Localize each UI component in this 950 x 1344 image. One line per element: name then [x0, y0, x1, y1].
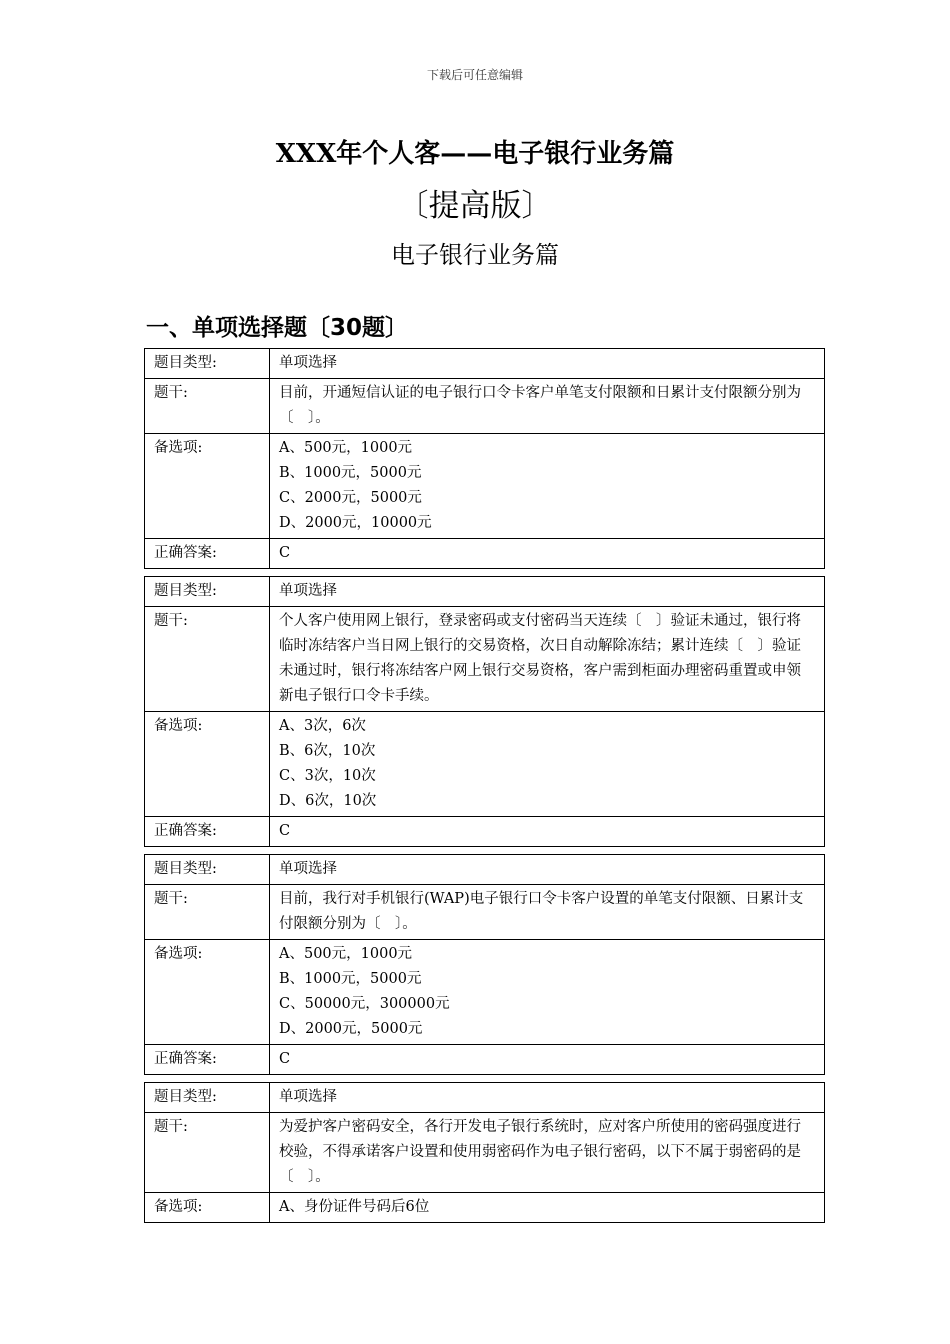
options-label: 备选项: [145, 712, 270, 817]
stem-row [145, 607, 825, 712]
type-value: 单项选择 [270, 855, 825, 885]
options-label: 备选项: [145, 1193, 270, 1223]
answer-row [145, 817, 825, 847]
document-subtitle-2: 电子银行业务篇 [391, 241, 559, 269]
type-value: 单项选择 [270, 1083, 825, 1113]
document-subtitle: 〔提高版〕 [397, 188, 553, 224]
stem-value: 为爱护客户密码安全，各行开发电子银行系统时，应对客户所使用的密码强度进行校验，不得承诺客户设置和使用弱密码作为电子银行密码，以下不属于弱密码的是〔 〕。 [270, 1113, 825, 1193]
question-table-2 [144, 576, 825, 847]
options-value [270, 712, 825, 817]
answer-row [145, 539, 825, 569]
option-c: C、2000元，5000元 [279, 490, 422, 506]
stem-value: 目前，开通短信认证的电子银行口令卡客户单笔支付限额和日累计支付限额分别为〔 〕。 [270, 379, 825, 434]
option-a: A、3次，6次 [279, 718, 366, 734]
section-heading: 一、单项选择题〔30题〕 [146, 315, 409, 341]
option-a: A、身份证件号码后6位 [279, 1199, 430, 1215]
type-row [145, 1083, 825, 1113]
type-label: 题目类型: [145, 577, 270, 607]
stem-value: 目前，我行对手机银行(WAP)电子银行口令卡客户设置的单笔支付限额、日累计支付限额分别为〔 〕。 [270, 885, 825, 940]
options-value [270, 1193, 825, 1223]
type-value: 单项选择 [270, 577, 825, 607]
stem-label: 题干: [145, 379, 270, 434]
stem-row [145, 379, 825, 434]
option-b: B、1000元，5000元 [279, 971, 422, 987]
options-value [270, 434, 825, 539]
option-a: A、500元，1000元 [279, 946, 413, 962]
question-table-4 [144, 1082, 825, 1223]
type-label: 题目类型: [145, 349, 270, 379]
options-label: 备选项: [145, 940, 270, 1045]
option-c: C、3次，10次 [279, 768, 376, 784]
options-label: 备选项: [145, 434, 270, 539]
stem-label: 题干: [145, 607, 270, 712]
question-table-1 [144, 348, 825, 569]
type-row [145, 349, 825, 379]
stem-label: 题干: [145, 885, 270, 940]
option-b: B、1000元，5000元 [279, 465, 422, 481]
stem-value: 个人客户使用网上银行，登录密码或支付密码当天连续〔 〕验证未通过，银行将临时冻结客户当日网上银行的交易资格，次日自动解除冻结；累计连续〔 〕验证未通过时，银行将冻结客户网上银行交易资格，客户需到柜面办理密码重置或申领新电子银行口令卡手续。 [270, 607, 825, 712]
options-row [145, 434, 825, 539]
answer-row [145, 1045, 825, 1075]
stem-row [145, 885, 825, 940]
header-note: 下载后可任意编辑 [426, 68, 523, 82]
option-d: D、2000元，10000元 [279, 515, 432, 531]
answer-label: 正确答案: [145, 1045, 270, 1075]
answer-value: C [270, 539, 825, 569]
options-row [145, 712, 825, 817]
option-d: D、2000元，5000元 [279, 1021, 423, 1037]
type-row [145, 855, 825, 885]
document-title: XXX年个人客——电子银行业务篇 [275, 139, 675, 169]
stem-row [145, 1113, 825, 1193]
stem-label: 题干: [145, 1113, 270, 1193]
answer-value: C [270, 1045, 825, 1075]
type-label: 题目类型: [145, 855, 270, 885]
type-label: 题目类型: [145, 1083, 270, 1113]
answer-value: C [270, 817, 825, 847]
options-row [145, 940, 825, 1045]
option-a: A、500元，1000元 [279, 440, 413, 456]
option-b: B、6次，10次 [279, 743, 376, 759]
answer-label: 正确答案: [145, 539, 270, 569]
option-c: C、50000元，300000元 [279, 996, 450, 1012]
type-value: 单项选择 [270, 349, 825, 379]
answer-label: 正确答案: [145, 817, 270, 847]
option-d: D、6次，10次 [279, 793, 377, 809]
options-row [145, 1193, 825, 1223]
options-value [270, 940, 825, 1045]
question-table-3 [144, 854, 825, 1075]
type-row [145, 577, 825, 607]
